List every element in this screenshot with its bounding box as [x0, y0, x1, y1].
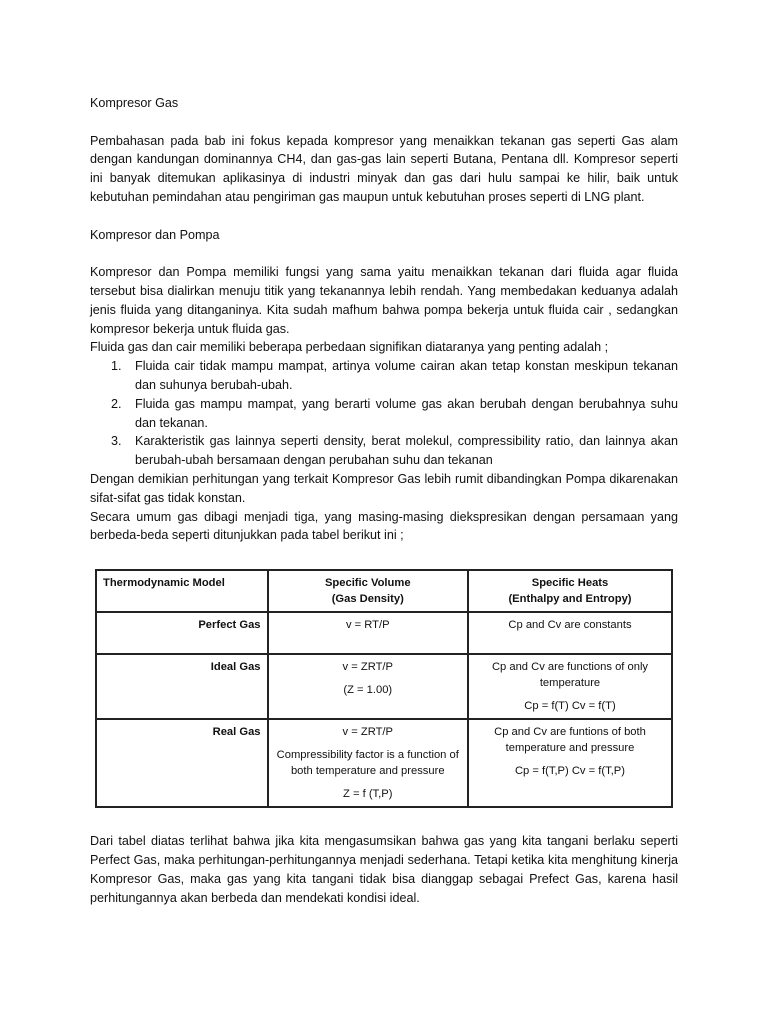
row-label-real-gas: Real Gas — [96, 719, 268, 807]
table-row — [96, 719, 672, 807]
real-gas-volume-formula: v = ZRT/P — [342, 726, 393, 739]
ideal-gas-z-value: (Z = 1.00) — [343, 684, 393, 697]
conclusion-paragraph: Dari tabel diatas terlihat bahwa jika kita mengasumsikan bahwa gas yang kita tangani berlaku seperti Perfect Gas, maka perhitungan-perhitungannya menjadi sederhana. Tetapi ketika kita menghitung kinerja Kompresor Gas, maka gas yang kita tangani tidak bisa dianggap sebagai Prefect Gas, karena hasil perhitungannya akan berbeda dan mendekati kondisi ideal. — [90, 834, 678, 905]
list-item-number: 1. — [111, 359, 122, 374]
header-volume-line-2: (Gas Density) — [331, 593, 404, 606]
list-item-text: Fluida cair tidak mampu mampat, artinya volume cairan akan tetap konstan meskipun tekanan dan suhunya berubah-ubah. — [135, 359, 678, 392]
real-gas-compressibility-note: Compressibility factor is a function of both temperature and pressure — [276, 749, 459, 778]
perfect-gas-volume: v = RT/P — [268, 612, 468, 654]
paragraph-4: Secara umum gas dibagi menjadi tiga, yang masing-masing diekspresikan dengan persamaan yang berbeda-beda seperti ditunjukkan pada tabel berikut ini ; — [90, 509, 678, 543]
header-heats-line-2: (Enthalpy and Entropy) — [508, 593, 632, 606]
real-gas-volume — [268, 719, 468, 807]
section2-paragraph-1: Kompresor dan Pompa memiliki fungsi yang sama yaitu menaikkan tekanan dari fluida agar fluida tersebut bisa dialirkan menuju titik yang tekanannya lebih rendah. Yang membedakan keduanya adalah jenis fluida yang ditanganinya. Kita sudah mafhum bahwa pompa bekerja untuk fluida cair , sedangkan kompresor bekerja untuk fluida gas. — [90, 265, 678, 336]
differences-list — [90, 357, 678, 470]
paragraph-3: Dengan demikian perhitungan yang terkait Kompresor Gas lebih rumit dibandingkan Pompa dikarenakan sifat-sifat gas tidak konstan. — [90, 471, 678, 505]
real-gas-heats-formula: Cp = f(T,P) Cv = f(T,P) — [514, 765, 625, 778]
list-item-number: 3. — [111, 434, 122, 449]
row-label-ideal-gas: Ideal Gas — [96, 654, 268, 719]
real-gas-heats — [468, 719, 672, 807]
table-header-row — [96, 570, 672, 612]
intro-paragraph: Pembahasan pada bab ini fokus kepada kompresor yang menaikkan tekanan gas seperti Gas alam dengan kandungan dominannya CH4, dan gas-gas lain seperti Butana, Pentana dll. Kompresor seperti ini banyak ditemukan aplikasinya di industri minyak dan gas dari hulu sampai ke hilir, baik untuk kebutuhan pemindahan atau pengiriman gas maupun untuk kebutuhan proses seperti di LNG plant. — [90, 133, 678, 204]
row-label-perfect-gas: Perfect Gas — [96, 612, 268, 654]
header-model: Thermodynamic Model — [96, 570, 268, 612]
ideal-gas-heats-formula: Cp = f(T) Cv = f(T) — [524, 700, 616, 713]
ideal-gas-heats-text: Cp and Cv are functions of only temperature — [491, 661, 649, 690]
document-title: Kompresor Gas — [90, 96, 179, 110]
document-body — [90, 94, 678, 907]
ideal-gas-volume — [268, 654, 468, 719]
list-item — [90, 395, 678, 433]
table-row — [96, 654, 672, 719]
list-item-text: Karakteristik gas lainnya seperti density, berat molekul, compressibility ratio, dan lainnya akan berubah-ubah bersamaan dengan perubahan suhu dan tekanan — [135, 434, 678, 468]
section2-paragraph-2: Fluida gas dan cair memiliki beberapa perbedaan signifikan diataranya yang penting adalah ; — [90, 340, 609, 355]
real-gas-z-formula: Z = f (T,P) — [343, 788, 393, 801]
list-item — [90, 432, 678, 470]
list-item-text: Fluida gas mampu mampat, yang berarti volume gas akan berubah dengan berubahnya suhu dan tekanan. — [135, 396, 678, 430]
header-specific-volume — [268, 570, 468, 612]
header-heats-line-1: Specific Heats — [531, 577, 609, 590]
thermodynamic-model-table — [95, 569, 673, 808]
ideal-gas-heats — [468, 654, 672, 719]
list-item — [90, 357, 678, 395]
list-item-number: 2. — [111, 396, 122, 411]
header-volume-line-1: Specific Volume — [324, 577, 411, 590]
ideal-gas-volume-formula: v = ZRT/P — [342, 661, 393, 674]
real-gas-heats-text: Cp and Cv are funtions of both temperature and pressure — [494, 726, 646, 755]
section-title-kompresor-pompa: Kompresor dan Pompa — [90, 227, 220, 242]
perfect-gas-heats: Cp and Cv are constants — [468, 612, 672, 654]
header-specific-heats — [468, 570, 672, 612]
table-row — [96, 612, 672, 654]
